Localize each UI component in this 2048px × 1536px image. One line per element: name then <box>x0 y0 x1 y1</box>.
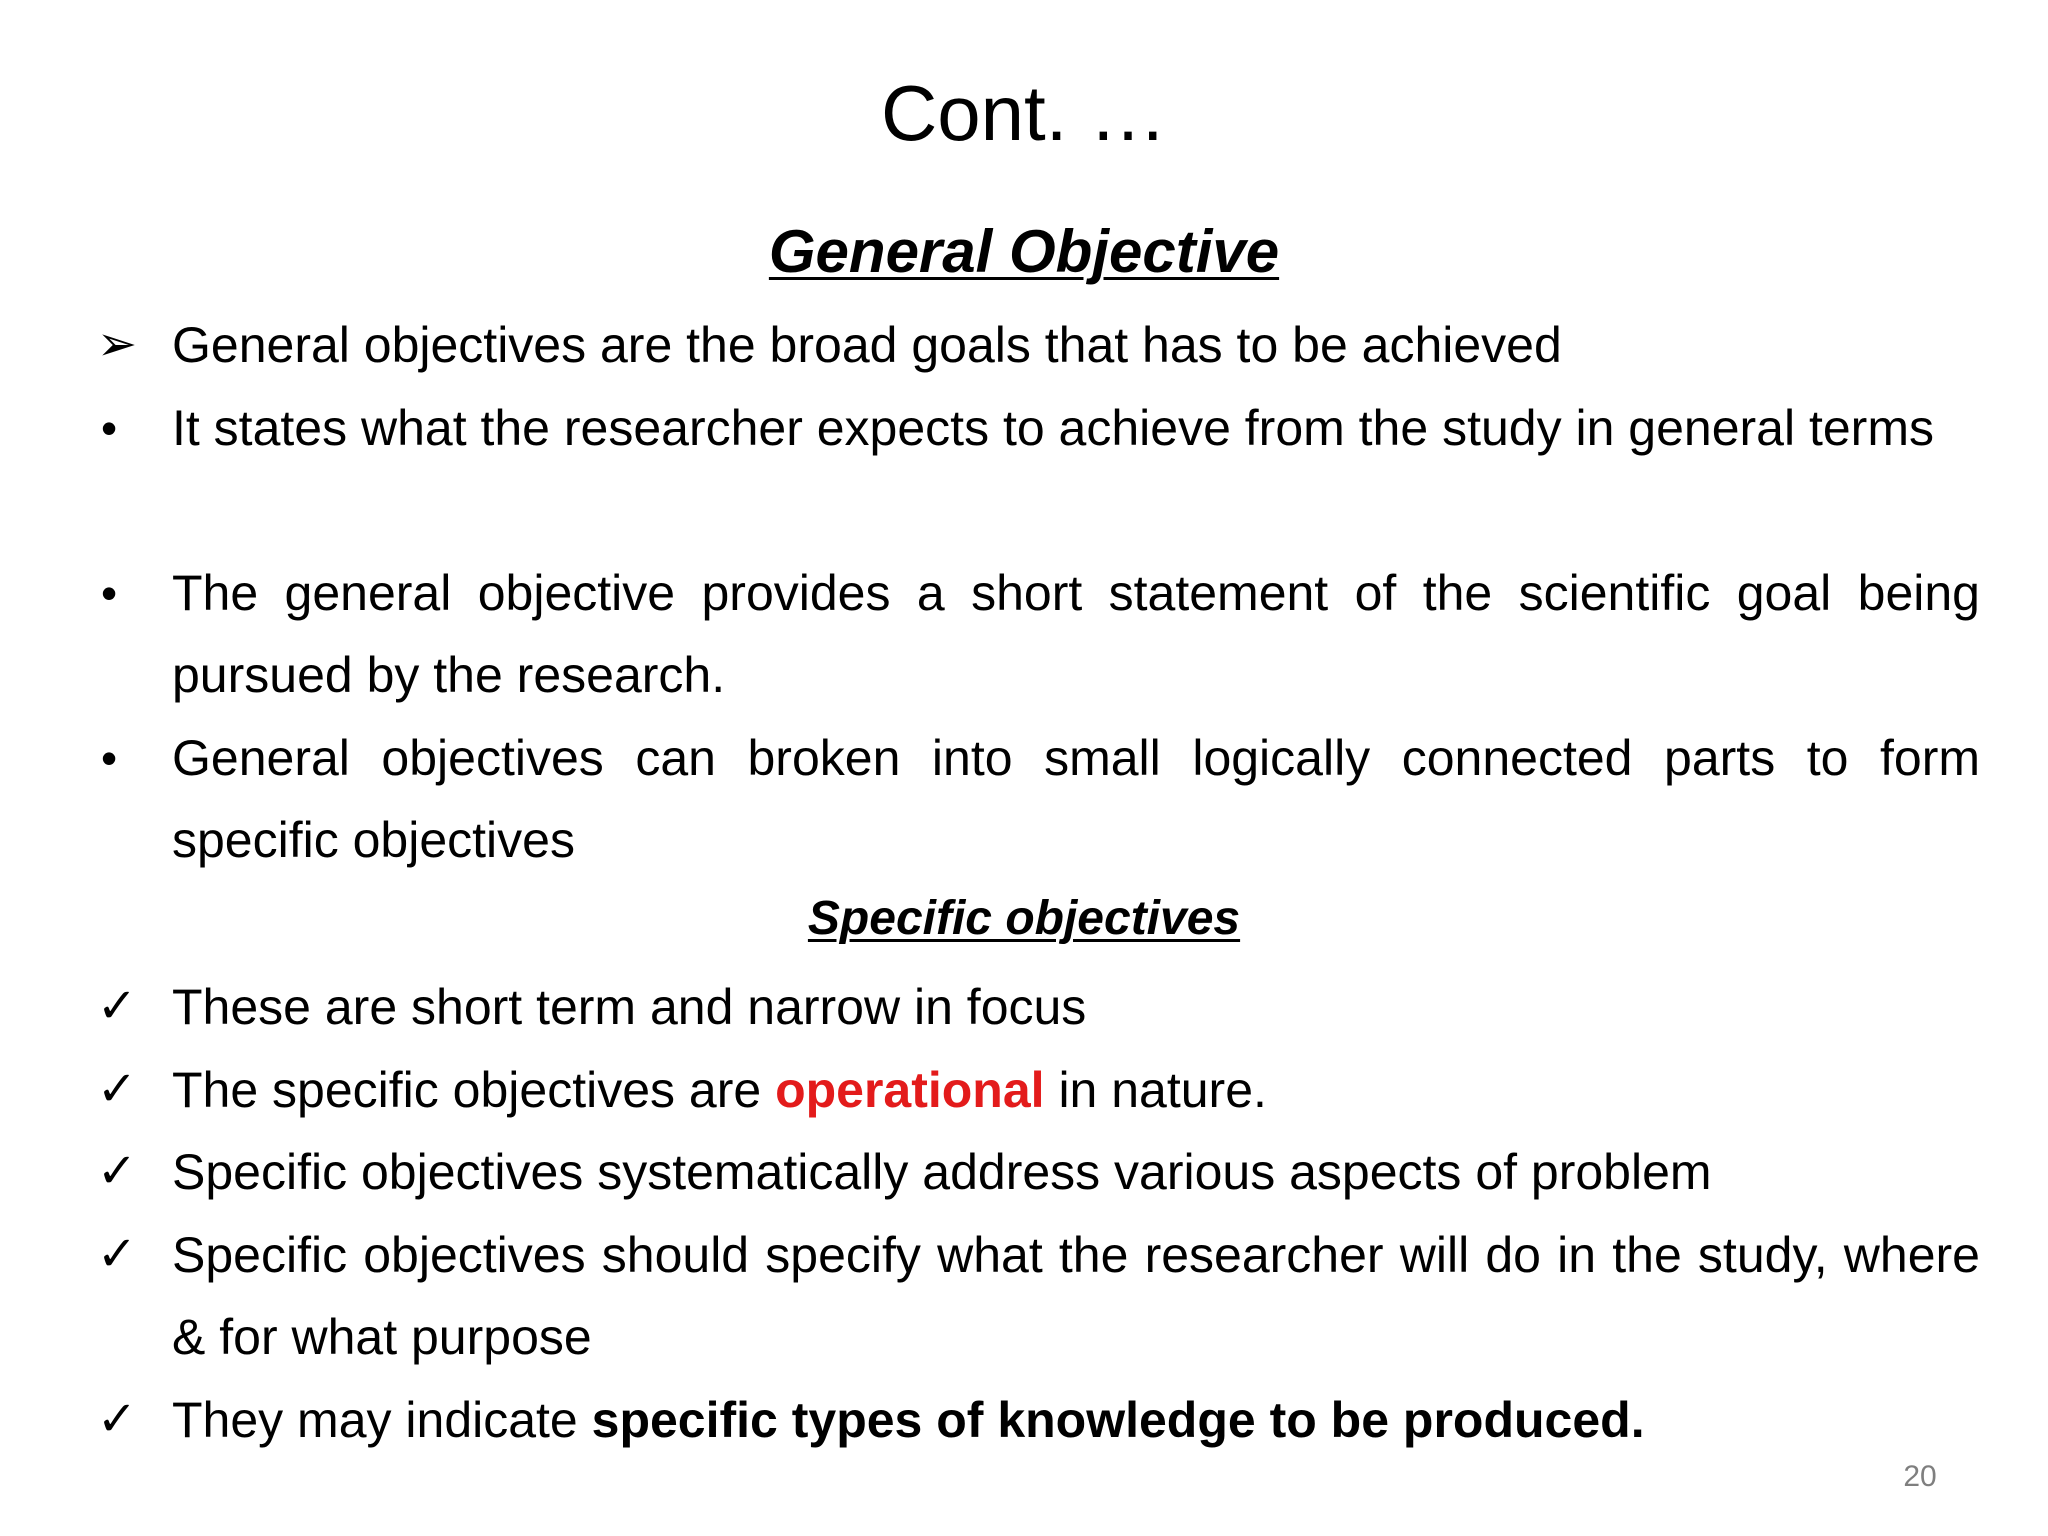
page-number: 20 <box>1903 1460 1937 1493</box>
item-text-start: The specific objectives are <box>172 1061 776 1118</box>
bold-emphasis: specific types of knowledge to be produced. <box>591 1391 1645 1448</box>
item-text: These are short term and narrow in focus <box>172 979 1087 1035</box>
general-objective-heading: General Objective <box>768 218 1280 285</box>
list-item <box>0 1131 2048 1214</box>
slide-title: Cont. … <box>880 69 1168 157</box>
item-text: General objectives are the broad goals that has to be achieved <box>172 317 1562 373</box>
arrow-bullet-icon: ➢ <box>96 318 138 371</box>
checkmark-icon: ✓ <box>96 1392 138 1446</box>
item-text: Specific objectives should specify what the researcher will do in the study, where & for what purpose <box>172 1226 1980 1365</box>
list-item <box>0 717 2048 882</box>
list-item <box>0 304 2048 387</box>
list-item <box>0 1049 2048 1132</box>
checkmark-icon: ✓ <box>96 1145 138 1198</box>
dot-bullet-icon: • <box>100 566 118 619</box>
list-item <box>0 1214 2048 1379</box>
item-text-end: in nature. <box>1044 1061 1267 1118</box>
item-text: The general objective provides a short statement of the scientific goal being pursued by the research. <box>172 564 1980 703</box>
item-text <box>172 1379 1980 1462</box>
item-text <box>172 1049 1980 1132</box>
item-text-start: They may indicate <box>172 1391 592 1448</box>
item-text: General objectives can broken into small logically connected parts to form specific objectives <box>172 729 1980 868</box>
item-text: Specific objectives systematically address various aspects of problem <box>172 1144 1712 1200</box>
dot-bullet-icon: • <box>100 731 118 784</box>
general-objective-list <box>0 304 2048 882</box>
operational-highlight: operational <box>775 1061 1045 1118</box>
list-item <box>0 552 2048 717</box>
list-item <box>0 387 2048 552</box>
checkmark-icon: ✓ <box>96 1227 138 1281</box>
specific-objectives-list <box>0 966 2048 1461</box>
list-item <box>0 1379 2048 1462</box>
list-item <box>0 966 2048 1049</box>
checkmark-icon: ✓ <box>96 980 138 1033</box>
dot-bullet-icon: • <box>100 401 118 454</box>
item-text: It states what the researcher expects to achieve from the study in general terms <box>172 399 1934 456</box>
checkmark-icon: ✓ <box>96 1062 138 1116</box>
specific-objectives-heading: Specific objectives <box>807 892 1241 945</box>
